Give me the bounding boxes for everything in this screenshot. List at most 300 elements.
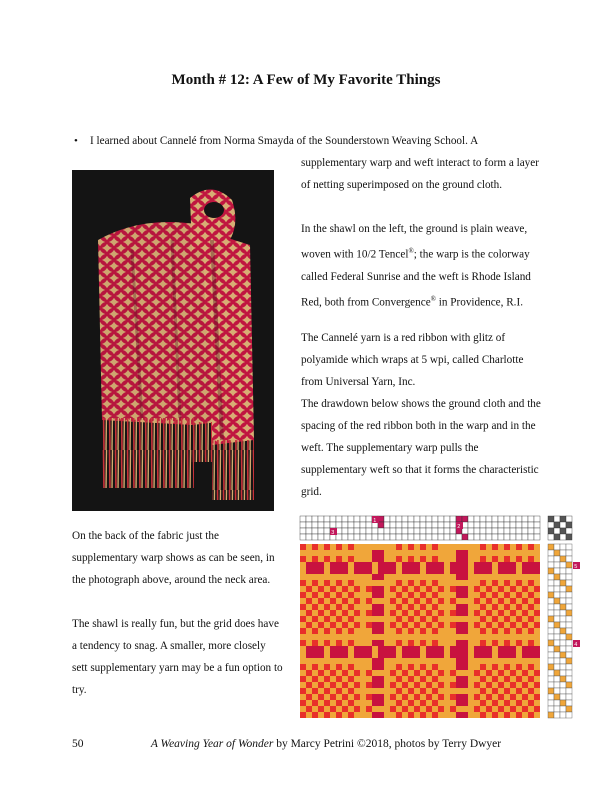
drawdown-cell — [528, 592, 534, 598]
treadling-cell — [560, 652, 566, 658]
drawdown-cell — [324, 616, 330, 622]
drawdown-cell — [504, 646, 510, 652]
drawdown-cell — [318, 586, 324, 592]
drawdown-cell — [390, 568, 396, 574]
drawdown-cell — [462, 592, 468, 598]
threading-cell — [438, 516, 444, 522]
drawdown-cell — [420, 634, 426, 640]
drawdown-cell — [372, 604, 378, 610]
drawdown-cell — [420, 562, 426, 568]
drawdown-cell — [432, 610, 438, 616]
drawdown-cell — [420, 628, 426, 634]
drawdown-cell — [534, 562, 540, 568]
threading-cell — [510, 528, 516, 534]
threading-cell — [504, 534, 510, 540]
drawdown-cell — [324, 544, 330, 550]
drawdown-cell — [372, 562, 378, 568]
drawdown-cell — [408, 562, 414, 568]
drawdown-cell — [396, 640, 402, 646]
threading-cell — [378, 534, 384, 540]
drawdown-cell — [450, 646, 456, 652]
drawdown-cell — [516, 580, 522, 586]
drawdown-cell — [360, 676, 366, 682]
drawdown-cell — [396, 598, 402, 604]
drawdown-cell — [306, 658, 312, 664]
drawdown-cell — [516, 592, 522, 598]
treadling-cell — [566, 634, 572, 640]
drawdown-cell — [528, 670, 534, 676]
drawdown-cell — [336, 658, 342, 664]
drawdown-cell — [330, 622, 336, 628]
treadling-cell — [566, 592, 572, 598]
drawdown-cell — [486, 646, 492, 652]
drawdown-cell — [462, 556, 468, 562]
drawdown-cell — [330, 670, 336, 676]
drawdown-cell — [462, 652, 468, 658]
drawdown-cell — [402, 586, 408, 592]
drawdown-cell — [528, 550, 534, 556]
drawdown-cell — [486, 634, 492, 640]
drawdown-cell — [342, 574, 348, 580]
threading-cell — [300, 528, 306, 534]
drawdown-cell — [354, 622, 360, 628]
drawdown-cell — [300, 694, 306, 700]
drawdown-cell — [432, 640, 438, 646]
drawdown-cell — [342, 628, 348, 634]
treadling-cell — [548, 670, 554, 676]
drawdown-cell — [492, 658, 498, 664]
drawdown-cell — [474, 568, 480, 574]
drawdown-cell — [474, 640, 480, 646]
drawdown-cell — [528, 694, 534, 700]
drawdown-cell — [522, 580, 528, 586]
drawdown-cell — [324, 628, 330, 634]
drawdown-cell — [312, 712, 318, 718]
drawdown-cell — [414, 616, 420, 622]
drawdown-cell — [456, 652, 462, 658]
drawdown-cell — [480, 628, 486, 634]
drawdown-cell — [318, 670, 324, 676]
treadling-cell — [560, 544, 566, 550]
drawdown-cell — [354, 544, 360, 550]
drawdown-cell — [306, 628, 312, 634]
drawdown-cell — [510, 598, 516, 604]
drawdown-cell — [300, 688, 306, 694]
drawdown-cell — [522, 658, 528, 664]
drawdown-cell — [300, 658, 306, 664]
drawdown-cell — [378, 610, 384, 616]
drawdown-cell — [510, 688, 516, 694]
drawdown-cell — [450, 712, 456, 718]
drawdown-cell — [450, 682, 456, 688]
drawdown-cell — [462, 550, 468, 556]
drawdown-cell — [450, 664, 456, 670]
drawdown-cell — [372, 652, 378, 658]
drawdown-cell — [432, 664, 438, 670]
drawdown-cell — [492, 634, 498, 640]
drawdown-cell — [300, 682, 306, 688]
threading-cell — [378, 528, 384, 534]
drawdown-cell — [432, 700, 438, 706]
drawdown-cell — [360, 574, 366, 580]
drawdown-cell — [444, 544, 450, 550]
drawdown-cell — [366, 646, 372, 652]
threading-cell — [498, 516, 504, 522]
drawdown-cell — [516, 562, 522, 568]
drawdown-cell — [438, 658, 444, 664]
drawdown-cell — [342, 646, 348, 652]
treadling-cell — [566, 544, 572, 550]
drawdown-cell — [342, 682, 348, 688]
treadling-cell — [566, 676, 572, 682]
drawdown-cell — [360, 706, 366, 712]
drawdown-cell — [330, 556, 336, 562]
book-title: A Weaving Year of Wonder — [150, 738, 274, 750]
drawdown-cell — [396, 634, 402, 640]
drawdown-cell — [432, 550, 438, 556]
drawdown-cell — [534, 628, 540, 634]
treadling-cell — [560, 646, 566, 652]
treadling-cell — [560, 562, 566, 568]
threading-cell — [480, 534, 486, 540]
threading-cell — [516, 534, 522, 540]
drawdown-cell — [342, 622, 348, 628]
drawdown-cell — [360, 556, 366, 562]
drawdown-cell — [318, 688, 324, 694]
drawdown-cell — [390, 592, 396, 598]
drawdown-cell — [372, 706, 378, 712]
drawdown-cell — [324, 640, 330, 646]
drawdown-cell — [504, 544, 510, 550]
drawdown-cell — [360, 622, 366, 628]
drawdown-cell — [510, 568, 516, 574]
drawdown-cell — [420, 574, 426, 580]
treadling-cell — [548, 544, 554, 550]
drawdown-cell — [336, 586, 342, 592]
drawdown-cell — [420, 640, 426, 646]
drawdown-cell — [474, 634, 480, 640]
drawdown-cell — [342, 670, 348, 676]
paragraph-drawdown: The drawdown below shows the ground cloth and the spacing of the red ribbon both in the warp and in the weft. The supplementary warp pulls the supplementary weft so that it forms the characteristic grid. — [301, 398, 541, 498]
drawdown-cell — [408, 556, 414, 562]
drawdown-cell — [480, 586, 486, 592]
drawdown-cell — [396, 706, 402, 712]
drawdown-cell — [450, 598, 456, 604]
drawdown-cell — [396, 694, 402, 700]
drawdown-cell — [366, 550, 372, 556]
threading-cell — [336, 516, 342, 522]
drawdown-cell — [324, 562, 330, 568]
drawdown-cell — [420, 550, 426, 556]
drawdown-cell — [372, 688, 378, 694]
drawdown-cell — [330, 568, 336, 574]
drawdown-cell — [522, 574, 528, 580]
drawdown-cell — [426, 694, 432, 700]
drawdown-cell — [420, 658, 426, 664]
drawdown-cell — [300, 616, 306, 622]
drawdown-cell — [342, 580, 348, 586]
drawdown-cell — [516, 640, 522, 646]
drawdown-cell — [462, 688, 468, 694]
drawdown-cell — [474, 592, 480, 598]
drawdown-cell — [480, 634, 486, 640]
drawdown-cell — [528, 706, 534, 712]
drawdown-cell — [510, 682, 516, 688]
drawdown-cell — [504, 706, 510, 712]
drawdown-cell — [438, 688, 444, 694]
drawdown-cell — [390, 664, 396, 670]
drawdown-cell — [486, 580, 492, 586]
drawdown-cell — [420, 664, 426, 670]
drawdown-cell — [498, 688, 504, 694]
drawdown-cell — [384, 580, 390, 586]
treadling-cell — [554, 658, 560, 664]
drawdown-cell — [402, 658, 408, 664]
drawdown-cell — [306, 634, 312, 640]
drawdown-cell — [372, 592, 378, 598]
paragraph-ground-cloth — [301, 218, 545, 313]
drawdown-cell — [312, 700, 318, 706]
drawdown-cell — [402, 592, 408, 598]
treadling-cell — [560, 670, 566, 676]
treadling-cell — [566, 604, 572, 610]
drawdown-cell — [324, 694, 330, 700]
drawdown-cell — [468, 628, 474, 634]
drawdown-cell — [480, 622, 486, 628]
drawdown-cell — [432, 658, 438, 664]
drawdown-cell — [300, 706, 306, 712]
drawdown-cell — [480, 664, 486, 670]
threading-cell — [444, 516, 450, 522]
drawdown-cell — [390, 688, 396, 694]
drawdown-cell — [384, 712, 390, 718]
drawdown-cell — [342, 640, 348, 646]
drawdown-cell — [336, 700, 342, 706]
drawdown-cell — [486, 664, 492, 670]
threading-cell — [528, 534, 534, 540]
drawdown-cell — [306, 568, 312, 574]
threading-cell — [360, 534, 366, 540]
drawdown-cell — [426, 550, 432, 556]
drawdown-cell — [366, 622, 372, 628]
drawdown-cell — [330, 610, 336, 616]
threading-cell — [312, 534, 318, 540]
treadling-cell — [548, 592, 554, 598]
drawdown-cell — [474, 544, 480, 550]
drawdown-cell — [522, 682, 528, 688]
drawdown-cell — [366, 544, 372, 550]
drawdown-cell — [438, 712, 444, 718]
drawdown-cell — [312, 628, 318, 634]
drawdown-cell — [438, 592, 444, 598]
drawdown-cell — [480, 646, 486, 652]
tieup-cell — [548, 522, 554, 528]
paragraph-fabric-back: On the back of the fabric just the supplementary warp shows as can be seen, in the photograph above, around the neck area. — [72, 530, 275, 586]
drawdown-cell — [456, 670, 462, 676]
treadling-cell — [554, 706, 560, 712]
drawdown-cell — [402, 574, 408, 580]
drawdown-cell — [462, 664, 468, 670]
threading-cell — [354, 534, 360, 540]
drawdown-cell — [354, 640, 360, 646]
drawdown-cell — [342, 664, 348, 670]
threading-cell — [390, 522, 396, 528]
drawdown-cell — [498, 694, 504, 700]
drawdown-cell — [318, 712, 324, 718]
drawdown-cell — [432, 598, 438, 604]
drawdown-cell — [402, 550, 408, 556]
drawdown-cell — [420, 598, 426, 604]
drawdown-cell — [414, 712, 420, 718]
drawdown-cell — [426, 616, 432, 622]
drawdown-cell — [354, 586, 360, 592]
drawdown-cell — [432, 670, 438, 676]
drawdown-cell — [312, 670, 318, 676]
drawdown-cell — [300, 580, 306, 586]
drawdown-cell — [444, 694, 450, 700]
drawdown-cell — [534, 544, 540, 550]
drawdown-cell — [480, 640, 486, 646]
threading-cell — [480, 522, 486, 528]
drawdown-cell — [456, 694, 462, 700]
drawdown-cell — [354, 700, 360, 706]
drawdown-cell — [432, 622, 438, 628]
drawdown-cell — [510, 658, 516, 664]
drawdown-cell — [330, 688, 336, 694]
drawdown-cell — [414, 604, 420, 610]
drawdown-cell — [342, 544, 348, 550]
drawdown-cell — [474, 622, 480, 628]
drawdown-cell — [318, 652, 324, 658]
drawdown-cell — [486, 700, 492, 706]
drawdown-cell — [378, 580, 384, 586]
drawdown-cell — [432, 706, 438, 712]
drawdown-cell — [318, 604, 324, 610]
page-title: Month # 12: A Few of My Favorite Things — [171, 72, 441, 88]
drawdown-cell — [366, 598, 372, 604]
drawdown-cell — [348, 544, 354, 550]
drawdown-cell — [324, 700, 330, 706]
treadling-cell — [560, 706, 566, 712]
drawdown-cell — [402, 556, 408, 562]
drawdown-cell — [366, 592, 372, 598]
drawdown-cell — [498, 634, 504, 640]
treadling-cell — [566, 616, 572, 622]
threading-cell — [324, 516, 330, 522]
treadling-cell — [560, 556, 566, 562]
drawdown-cell — [360, 682, 366, 688]
drawdown-cell — [348, 598, 354, 604]
draft-marker-label: 2 — [457, 524, 461, 530]
drawdown-cell — [522, 550, 528, 556]
drawdown-cell — [450, 568, 456, 574]
drawdown-cell — [450, 688, 456, 694]
treadling-cell — [548, 688, 554, 694]
drawdown-cell — [354, 562, 360, 568]
treadling-cell — [554, 682, 560, 688]
drawdown-cell — [492, 688, 498, 694]
drawdown-cell — [426, 568, 432, 574]
drawdown-cell — [450, 640, 456, 646]
drawdown-cell — [354, 628, 360, 634]
treadling-cell — [566, 688, 572, 694]
credit-text: by Marcy Petrini ©2018, photos by Terry Dwyer — [273, 738, 502, 750]
drawdown-cell — [330, 682, 336, 688]
treadling-cell — [548, 586, 554, 592]
drawdown-cell — [396, 568, 402, 574]
threading-cell — [462, 534, 468, 540]
footer-credit — [0, 738, 612, 750]
drawdown-cell — [474, 652, 480, 658]
drawdown-cell — [528, 634, 534, 640]
drawdown-cell — [312, 544, 318, 550]
drawdown-cell — [366, 562, 372, 568]
treadling-cell — [548, 706, 554, 712]
drawdown-cell — [384, 556, 390, 562]
drawdown-cell — [444, 652, 450, 658]
para2-text-a: In the shawl on the left, the ground is plain weave, woven with 10/2 Tencel — [301, 223, 528, 261]
drawdown-cell — [354, 670, 360, 676]
threading-cell — [414, 522, 420, 528]
drawdown-cell — [468, 712, 474, 718]
threading-cell — [468, 516, 474, 522]
drawdown-cell — [300, 640, 306, 646]
treadling-cell — [548, 682, 554, 688]
drawdown-cell — [306, 586, 312, 592]
drawdown-cell — [414, 640, 420, 646]
drawdown-cell — [384, 676, 390, 682]
drawdown-cell — [372, 712, 378, 718]
drawdown-cell — [534, 568, 540, 574]
threading-cell — [402, 522, 408, 528]
drawdown-cell — [336, 616, 342, 622]
drawdown-cell — [408, 712, 414, 718]
drawdown-cell — [378, 682, 384, 688]
drawdown-cell — [534, 676, 540, 682]
drawdown-cell — [300, 592, 306, 598]
drawdown-cell — [516, 622, 522, 628]
drawdown-cell — [498, 610, 504, 616]
drawdown-cell — [384, 628, 390, 634]
drawdown-cell — [306, 670, 312, 676]
drawdown-cell — [318, 562, 324, 568]
treadling-cell — [554, 652, 560, 658]
drawdown-cell — [372, 634, 378, 640]
drawdown-cell — [486, 622, 492, 628]
drawdown-cell — [408, 598, 414, 604]
drawdown-cell — [372, 640, 378, 646]
drawdown-cell — [516, 544, 522, 550]
drawdown-cell — [456, 622, 462, 628]
drawdown-cell — [414, 610, 420, 616]
threading-cell — [396, 522, 402, 528]
drawdown-cell — [348, 592, 354, 598]
drawdown-cell — [396, 562, 402, 568]
drawdown-cell — [396, 622, 402, 628]
drawdown-cell — [498, 556, 504, 562]
drawdown-cell — [312, 598, 318, 604]
drawdown-cell — [456, 580, 462, 586]
drawdown-cell — [408, 574, 414, 580]
threading-cell — [318, 534, 324, 540]
drawdown-cell — [528, 688, 534, 694]
bullet-marker: • — [74, 135, 78, 147]
drawdown-cell — [462, 622, 468, 628]
treadling-cell — [548, 574, 554, 580]
drawdown-cell — [462, 676, 468, 682]
drawdown-cell — [486, 616, 492, 622]
drawdown-cell — [390, 670, 396, 676]
